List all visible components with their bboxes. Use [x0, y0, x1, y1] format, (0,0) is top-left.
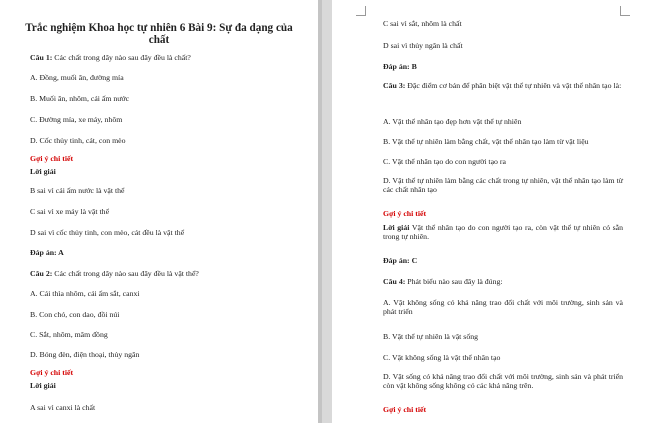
q1-option-b: B. Muối ăn, nhôm, cái ấm nước: [30, 94, 130, 103]
question-2-text: Các chất trong dãy nào sau đây đều là vật thể?: [52, 269, 199, 278]
q2-option-c: C. Sắt, nhôm, mâm đồng: [30, 330, 108, 339]
question-3: [383, 81, 623, 90]
q3-option-c: C. Vật thể nhân tạo do con người tạo ra: [383, 157, 506, 166]
question-2-label: Câu 2:: [30, 269, 53, 278]
q4-option-d: D. Vật sống có khả năng trao đổi chất với môi trường, sinh sản và phát triển còn vật không sống không có các khả năng trên.: [383, 372, 623, 390]
q3-option-a: A. Vật thể nhân tạo đẹp hơn vật thể tự nhiên: [383, 117, 522, 126]
q4-hint-link[interactable]: Gợi ý chi tiết: [383, 405, 427, 414]
question-1-label: Câu 1:: [30, 53, 53, 62]
question-1-text: Các chất trong dãy nào sau đây đều là chất?: [52, 53, 191, 62]
question-4-text: Phát biểu nào sau đây là đúng:: [405, 277, 503, 286]
q3-solution-text: Vật thể nhân tạo do con người tạo ra, còn vật thể tự nhiên có sẵn trong tự nhiên.: [383, 223, 624, 241]
q2-solution-line: D sai vì thủy ngân là chất: [383, 41, 463, 50]
q4-option-c: C. Vật không sống là vật thể nhân tạo: [383, 353, 501, 362]
q1-hint-link[interactable]: Gợi ý chi tiết: [30, 154, 74, 163]
q3-answer: Đáp án: C: [383, 256, 418, 265]
q3-option-b: B. Vật thể tự nhiên làm bằng chất, vật thể nhân tạo làm từ vật liệu: [383, 137, 589, 146]
question-2: [30, 269, 199, 278]
question-3-text: Đặc điểm cơ bản để phân biệt vật thể tự nhiên và vật thể nhân tạo là:: [405, 81, 622, 90]
page-gutter: [318, 0, 332, 423]
document-page-left: [0, 0, 318, 423]
q1-option-c: C. Đường mía, xe máy, nhôm: [30, 115, 123, 124]
question-3-label: Câu 3:: [383, 81, 406, 90]
q1-solution-line: B sai vì cái ấm nước là vật thể: [30, 186, 125, 195]
q1-solution-label: Lời giải: [30, 167, 56, 176]
q2-option-a: A. Cái thìa nhôm, cái ấm sắt, canxi: [30, 289, 140, 298]
question-4: [383, 277, 503, 286]
q2-option-d: D. Bóng đèn, điện thoại, thủy ngân: [30, 350, 140, 359]
q2-hint-link[interactable]: Gợi ý chi tiết: [30, 368, 74, 377]
question-4-label: Câu 4:: [383, 277, 406, 286]
crop-mark: [356, 6, 366, 16]
q1-solution-line: C sai vì xe máy là vật thể: [30, 207, 110, 216]
crop-mark: [620, 6, 630, 16]
q3-hint-link[interactable]: Gợi ý chi tiết: [383, 209, 427, 218]
q3-solution: [383, 223, 623, 241]
q1-solution-line: D sai vì cốc thủy tinh, con mèo, cát đều là vật thể: [30, 228, 185, 237]
q2-option-b: B. Con chó, con dao, đồi núi: [30, 310, 120, 319]
q3-solution-label: Lời giải: [383, 223, 410, 232]
q1-option-a: A. Đồng, muối ăn, đường mía: [30, 73, 124, 82]
q2-solution-line: C sai vì sắt, nhôm là chất: [383, 19, 462, 28]
q1-answer: Đáp án: A: [30, 248, 64, 257]
q2-solution-label: Lời giải: [30, 381, 56, 390]
q2-answer: Đáp án: B: [383, 62, 417, 71]
q2-solution-line: A sai vì canxi là chất: [30, 403, 96, 412]
q1-option-d: D. Cốc thủy tinh, cát, con mèo: [30, 136, 126, 145]
document-title: Trắc nghiệm Khoa học tự nhiên 6 Bài 9: Sự đa dạng của chất: [25, 22, 293, 46]
question-1: [30, 53, 191, 62]
q4-option-a: A. Vật không sống có khả năng trao đổi chất với môi trường, sinh sản và phát triển: [383, 298, 623, 316]
q3-option-d: D. Vật thể tự nhiên làm bằng các chất trong tự nhiên, vật thể nhân tạo làm từ các chất nhân tạo: [383, 176, 623, 194]
q4-option-b: B. Vật thể tự nhiên là vật sống: [383, 332, 479, 341]
